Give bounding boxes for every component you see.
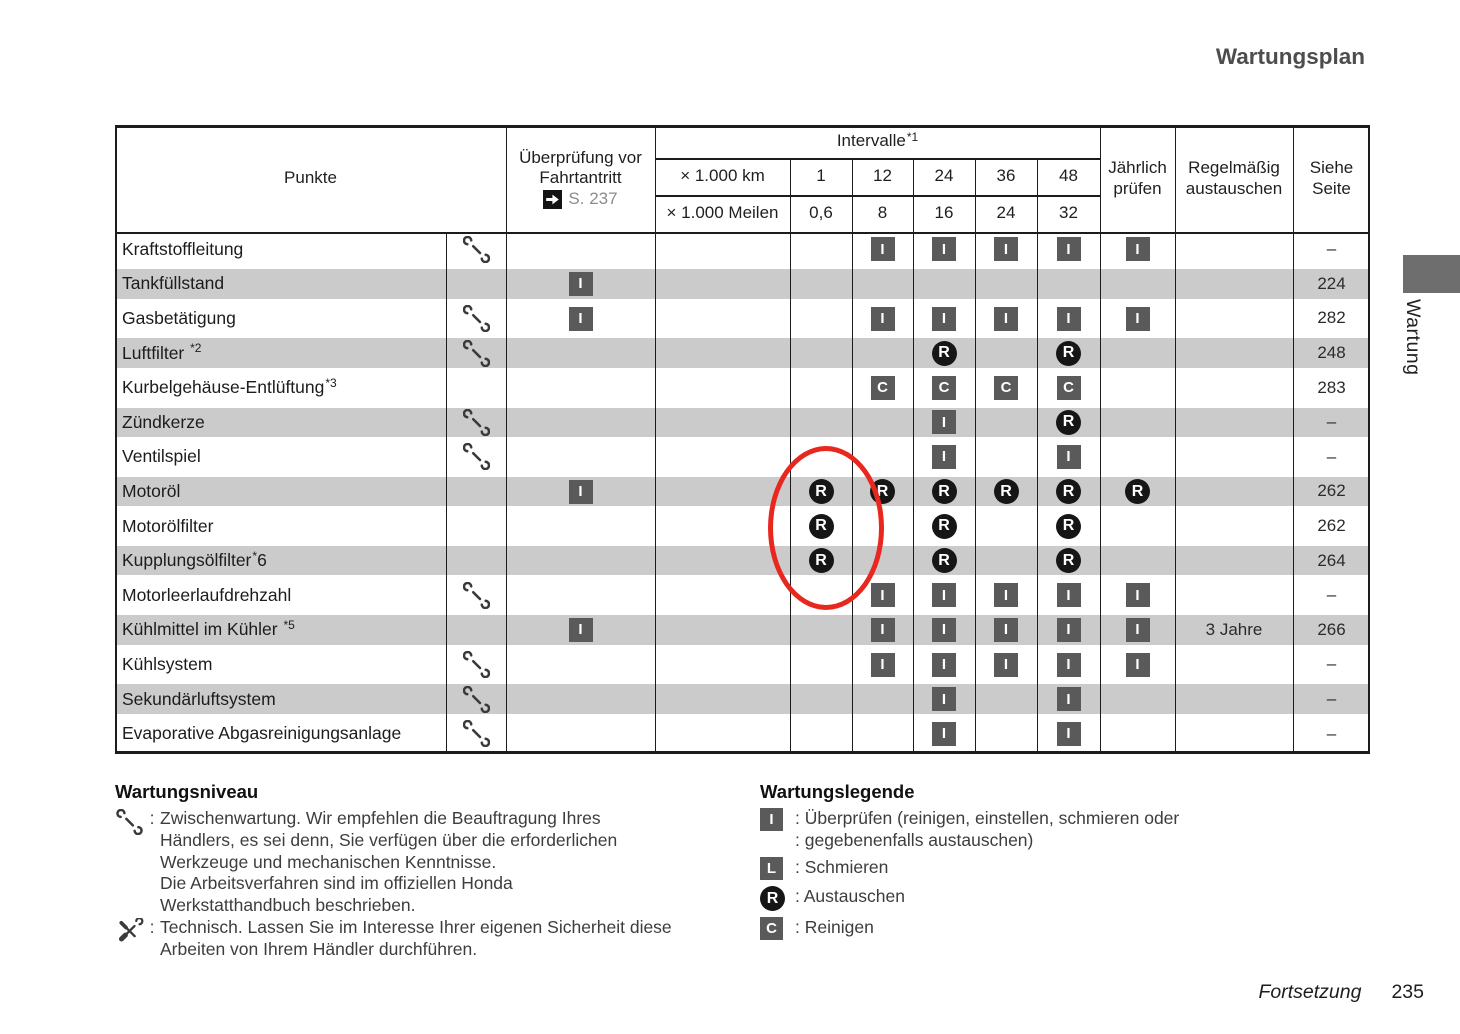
grid-line	[115, 751, 1370, 754]
see-page-value: –	[1326, 585, 1337, 605]
wrench-icon	[463, 236, 490, 263]
inspect-badge: I	[871, 618, 895, 642]
header-label-line: × 1.000 Meilen	[666, 203, 779, 223]
text-line: : gegebenenfalls austauschen)	[795, 829, 1034, 850]
text-line: Die Arbeitsverfahren sind im offiziellen Honda	[160, 873, 513, 894]
column-header-intervals	[655, 125, 1100, 158]
row-label	[115, 267, 446, 302]
wrench-icon	[115, 809, 144, 835]
replace-badge: R	[809, 548, 834, 573]
column-header-regular-replace	[1175, 125, 1293, 232]
legend-text	[795, 808, 1179, 851]
header-label-line: 0,6	[809, 203, 833, 223]
inspect-badge: I	[932, 583, 956, 607]
maintenance-level-text	[160, 808, 617, 917]
inspect-badge: I	[932, 687, 956, 711]
inspect-badge: I	[1057, 237, 1081, 261]
row-label-text: Motorleerlaufdrehzahl	[122, 584, 292, 605]
row-label-text: Kühlsystem	[122, 653, 213, 674]
grid-line	[1037, 158, 1038, 751]
row-label	[115, 301, 446, 336]
text-line: : Austauschen	[795, 886, 905, 906]
section-tab-marker	[1403, 255, 1460, 293]
text-line: : Schmieren	[795, 857, 889, 877]
header-label-line: 12	[873, 166, 892, 186]
inspect-badge: I	[1057, 445, 1081, 469]
see-page-value: 224	[1317, 273, 1346, 293]
row-label-text: Kurbelgehäuse-Entlüftung	[122, 377, 325, 398]
clean-badge: C	[871, 376, 895, 400]
text-line: Werkstatthandbuch beschrieben.	[160, 895, 416, 916]
inspect-badge: I	[932, 445, 956, 469]
inspect-badge: I	[871, 653, 895, 677]
see-page-value: –	[1326, 239, 1337, 259]
clean-badge: C	[760, 917, 783, 940]
legend-badge-box	[760, 917, 786, 940]
arrow-right-icon	[543, 190, 562, 209]
page-footer	[1258, 981, 1424, 1004]
interval-km-value	[790, 158, 852, 195]
header-label-line: Regelmäßig	[1188, 158, 1280, 177]
legend-badge-box	[760, 886, 786, 911]
inspect-badge: I	[1057, 653, 1081, 677]
column-header-see-page	[1293, 125, 1370, 232]
row-label-text: Motoröl	[122, 480, 181, 501]
replace-badge: R	[1056, 341, 1081, 366]
inspect-badge: I	[1126, 307, 1150, 331]
legend-text	[795, 857, 888, 879]
replace-badge: R	[870, 479, 895, 504]
row-label-text: Kühlmittel im Kühler	[122, 619, 283, 640]
replace-badge: R	[1056, 410, 1081, 435]
text-line: Händlers, es sei denn, Sie verfügen über die erforderlichen	[160, 829, 618, 850]
row-label	[115, 578, 446, 613]
see-page-value: 262	[1317, 481, 1346, 501]
header-label-line: Jährlich	[1108, 158, 1167, 177]
maintenance-level-item	[115, 917, 780, 961]
see-page-value: 283	[1317, 377, 1346, 397]
maintenance-legend-item	[760, 808, 1340, 851]
see-page-value: 262	[1317, 516, 1346, 536]
text-line: Werkzeuge und mechanischen Kenntnisse.	[160, 851, 497, 872]
replace-badge: R	[1056, 479, 1081, 504]
section-tab-label: Wartung	[1402, 299, 1424, 376]
wrench-icon	[463, 686, 490, 713]
maintenance-level-item	[115, 808, 780, 917]
maintenance-legend-item	[760, 886, 1340, 911]
legend-badge-box	[760, 808, 786, 831]
text-line: Arbeiten von Ihrem Händler durchführen.	[160, 938, 478, 959]
interval-miles-value	[913, 195, 975, 232]
pre-ride-ref	[543, 189, 617, 210]
wrench-icon	[463, 340, 490, 367]
inspect-badge: I	[871, 583, 895, 607]
see-page-value: –	[1326, 654, 1337, 674]
inspect-badge: I	[569, 307, 593, 331]
see-page-value: 264	[1317, 550, 1346, 570]
see-page-value: 282	[1317, 308, 1346, 328]
header-label-line: prüfen	[1113, 178, 1162, 198]
inspect-badge: I	[932, 237, 956, 261]
header-label-line: × 1.000 km	[680, 166, 765, 186]
crossed-tools-icon	[115, 918, 144, 944]
legend-text	[795, 886, 905, 908]
row-label-footnote: *	[252, 548, 258, 563]
header-label-line: Überprüfung vor	[519, 147, 642, 167]
header-label-line: 48	[1059, 166, 1078, 186]
row-label	[115, 232, 446, 267]
maintenance-legend-item	[760, 917, 1340, 940]
interval-miles-value	[1037, 195, 1100, 232]
inspect-badge: I	[1126, 237, 1150, 261]
inspect-badge: I	[569, 618, 593, 642]
row-label-text: Gasbetätigung	[122, 307, 236, 328]
lubricate-badge: L	[760, 857, 783, 880]
replace-badge: R	[932, 514, 957, 539]
interval-miles-value	[790, 195, 852, 232]
clean-badge: C	[994, 376, 1018, 400]
replace-badge: R	[1125, 479, 1150, 504]
row-label	[115, 336, 446, 371]
row-label	[115, 509, 446, 544]
replace-badge: R	[809, 479, 834, 504]
clean-badge: C	[932, 376, 956, 400]
header-label-line: 16	[934, 203, 954, 223]
pre-ride-ref-page: S. 237	[568, 188, 618, 208]
inspect-badge: I	[932, 618, 956, 642]
row-label-text: Evaporative Abgasreinigungsanlage	[122, 723, 402, 744]
highlight-circle-annotation	[768, 446, 884, 610]
column-header-pre-ride-check	[506, 125, 655, 232]
header-label-line: 1	[816, 166, 826, 186]
row-label-text: Kraftstoffleitung	[122, 238, 244, 259]
grid-line	[975, 158, 976, 751]
maintenance-legend-item	[760, 857, 1340, 880]
interval-miles-value	[852, 195, 913, 232]
wrench-icon	[463, 409, 490, 436]
row-label	[115, 613, 446, 648]
legend-text	[795, 917, 874, 939]
maintenance-level-block	[115, 781, 780, 961]
row-label-text: Motorölfilter	[122, 515, 214, 536]
row-label	[115, 370, 446, 405]
see-page-value: 266	[1317, 619, 1346, 639]
row-label	[115, 405, 446, 440]
wrench-icon	[463, 651, 490, 678]
row-label-text: Zündkerze	[122, 411, 205, 432]
text-line: : Überprüfen (reinigen, einstellen, schmieren oder	[795, 808, 1180, 828]
unit-row-miles	[655, 195, 790, 232]
see-page-value: –	[1326, 723, 1337, 743]
replace-badge: R	[1056, 514, 1081, 539]
unit-row-km	[655, 158, 790, 195]
grid-line	[790, 158, 791, 751]
page-title: Wartungsplan	[1215, 44, 1365, 69]
inspect-badge: I	[1057, 722, 1081, 746]
header-label-line: Punkte	[284, 168, 337, 188]
inspect-badge: I	[1057, 583, 1081, 607]
inspect-badge: I	[1126, 618, 1150, 642]
replace-badge: R	[932, 479, 957, 504]
see-page-value: –	[1326, 446, 1337, 466]
inspect-badge: I	[994, 307, 1018, 331]
wrench-icon	[463, 305, 490, 332]
inspect-badge: I	[1057, 687, 1081, 711]
row-label-footnote: *2	[190, 341, 202, 356]
intervals-label-text: Intervalle	[836, 130, 906, 150]
row-label-footnote: *5	[283, 617, 295, 632]
row-label	[115, 543, 446, 578]
maintenance-legend-block	[760, 781, 1340, 946]
wrench-icon	[463, 582, 490, 609]
inspect-badge: I	[994, 237, 1018, 261]
intervals-footnote: *1	[906, 129, 919, 144]
row-label-text: Kupplungsölfilter	[122, 550, 252, 571]
inspect-badge: I	[994, 653, 1018, 677]
interval-km-value	[852, 158, 913, 195]
row-label	[115, 474, 446, 509]
clean-badge: C	[1057, 376, 1081, 400]
header-label-line: Siehe	[1309, 158, 1354, 177]
text-line: Technisch. Lassen Sie im Interesse Ihrer eigenen Sicherheit diese	[160, 916, 672, 937]
row-label-text: Luftfilter	[122, 342, 190, 363]
inspect-badge: I	[760, 808, 783, 831]
inspect-badge: I	[871, 307, 895, 331]
row-label	[115, 716, 446, 751]
inspect-badge: I	[1126, 583, 1150, 607]
maintenance-level-heading: Wartungsniveau	[115, 781, 259, 802]
inspect-badge: I	[994, 618, 1018, 642]
inspect-badge: I	[932, 722, 956, 746]
inspect-badge: I	[994, 583, 1018, 607]
wrench-icon	[463, 443, 490, 470]
wrench-icon	[463, 720, 490, 747]
row-label-footnote-number: 6	[257, 550, 267, 571]
inspect-badge: I	[569, 480, 593, 504]
inspect-badge: I	[932, 307, 956, 331]
header-label-line: austauschen	[1185, 178, 1283, 198]
page-number: 235	[1391, 981, 1424, 1003]
inspect-badge: I	[932, 653, 956, 677]
maintenance-legend-heading: Wartungslegende	[760, 781, 915, 802]
header-label-line: 24	[934, 166, 954, 186]
inspect-badge: I	[932, 410, 956, 434]
inspect-badge: I	[1126, 653, 1150, 677]
column-header-items	[115, 125, 506, 232]
row-label-text: Ventilspiel	[122, 446, 201, 467]
replace-badge: R	[932, 548, 957, 573]
see-page-value: –	[1326, 412, 1337, 432]
header-label-line: Fahrtantritt	[539, 168, 622, 188]
interval-km-value	[913, 158, 975, 195]
header-label-line: 32	[1059, 203, 1078, 223]
row-label	[115, 647, 446, 682]
grid-line	[446, 232, 447, 751]
replace-badge: R	[760, 886, 785, 911]
row-label-text: Tankfüllstand	[122, 273, 225, 294]
header-label-line: 36	[996, 166, 1016, 186]
text-line: Zwischenwartung. Wir empfehlen die Beauftragung Ihres	[160, 808, 601, 828]
row-label-text: Sekundärluftsystem	[122, 688, 276, 709]
continuation-label: Fortsetzung	[1258, 981, 1362, 1003]
grid-line	[913, 158, 914, 751]
header-label-line: 24	[996, 203, 1016, 223]
regular-replace-value: 3 Jahre	[1205, 619, 1263, 639]
replace-badge: R	[1056, 548, 1081, 573]
inspect-badge: I	[1057, 618, 1081, 642]
replace-badge: R	[994, 479, 1019, 504]
interval-miles-value	[975, 195, 1037, 232]
maintenance-level-text	[160, 917, 672, 961]
interval-km-value	[975, 158, 1037, 195]
see-page-value: 248	[1317, 343, 1346, 363]
legend-badge-box	[760, 857, 786, 880]
see-page-value: –	[1326, 689, 1337, 709]
separator-colon: :	[149, 916, 155, 937]
row-label-footnote: *3	[325, 375, 337, 390]
separator-colon: :	[149, 808, 155, 828]
replace-badge: R	[809, 514, 834, 539]
row-label	[115, 440, 446, 475]
replace-badge: R	[932, 341, 957, 366]
inspect-badge: I	[1057, 307, 1081, 331]
inspect-badge: I	[871, 237, 895, 261]
row-label	[115, 682, 446, 717]
interval-km-value	[1037, 158, 1100, 195]
text-line: : Reinigen	[795, 917, 874, 937]
header-label-line: Seite	[1312, 178, 1351, 198]
inspect-badge: I	[569, 272, 593, 296]
maintenance-schedule-table	[115, 125, 1370, 754]
intervals-label	[837, 131, 918, 153]
header-label-line: 8	[877, 203, 888, 223]
column-header-yearly-check	[1100, 125, 1175, 232]
